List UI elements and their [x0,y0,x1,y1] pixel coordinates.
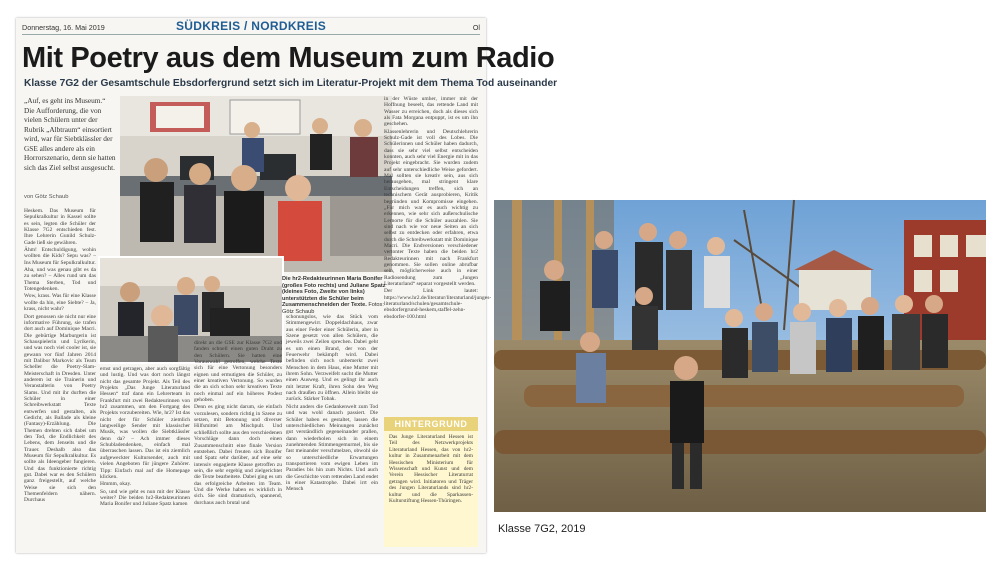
article-byline: von Götz Schaub [24,194,69,200]
paragraph: Wow, krass. Was für eine Klasse wollte da hin, eine Siebte? – Ja, krass, nicht wahr? [24,293,96,313]
article-headline: Mit Poetry aus dem Museum zum Radio [22,42,555,74]
article-subheadline: Klasse 7G2 der Gesamtschule Ebsdorfergrund setzt sich im Literatur-Projekt mit dem Thema Tod auseinander [24,78,558,89]
article-column-1 [24,208,96,548]
paragraph: direkt an die GSE zur Klasse 7G2 und fanden schnell einen guten Draht zu den Schülern. Sie hatten eine Vorauswahl getroffen, welche Texte sich für eine Vertonung besonders eignen und ermutigten die Schüler, zu einer kreativen Vertonung. So wurden die an sich schon sehr kreativen Texte noch einmal auf ein höheres Podest gehoben. [194,340,282,404]
article-lead: „Auf, es geht ins Museum.“ Die Aufforderung, die von vielen Schülern unter der Rubrik „Albtraum“ einsortiert wird, war für Siebtklässler der GSE alles andere als ein Horrorszenario, denn sie hatten sich das Ziel selbst ausgesucht. [24,96,116,172]
paragraph: Hmmm, okay. [100,481,132,488]
link-paragraph: Der Link lautet: https://www.hr2.de/literatur/literaturland/junges-literaturland/schulen/gesamtschule-ebsdorfergrund-heskem,staffel-zehn-ebsdorfer-100.html [384,288,492,320]
paragraph: Ähm! Entschuldigung, wohin wollten die Kids? Sepu was? – Ins Museum für Sepulkralkultur. [24,247,96,266]
article-column-2 [100,366,190,548]
photo-caption [282,276,390,316]
background-info-box [384,417,478,547]
page-marker: Ol [472,23,480,32]
class-group-photo [494,200,986,512]
article-column-3 [194,340,282,548]
running-header [22,20,480,35]
paragraph: Nicht anders die Gedankenwelt zum Tod und was wohl danach passiert. Die Schüler haben es gestaltet, lassen die unterschiedlichen Meinungen zunächst gut verständlich gegeneinander prallen, dann wiederholen sich in einem zunehmenden Stimmengemurmel, bis sie fast meinander verschmelzen, obwohl sie so unterschiedliche Erwartungen transportieren vom ewigen Leben im Paradies bis hin zum Nichts. Und auch die Geschichte vom rettenden Land endet in einer Katastrophe. Dabei irrt ein Mensch [286,403,378,493]
group-photo-caption: Klasse 7G2, 2019 [498,523,586,535]
photo-credit: Fotos: Götz Schaub [282,302,384,315]
section-title: SÜDKREIS / NORDKREIS [175,19,327,33]
paragraph: ernst und getragen, aber auch sorgfältig und lustig. Und was dort noch längst nicht das gesamte Projekt. Als Teil des Projekts „Das Junge Literaturland Hessen“ traf dann ein Lehrerteam in Frankfurt mit zwei Redakteurinnen von hr2 zusammen, um den Fortgang des Projekts vorzubereiten. Wie, hr2? Ist das nicht der für Schüler ziemlich langweilige Sender mit klassischer Musik, was wollen die Siebtklässler denn da? – Ach immer dieses Schubladendenken, einfach mal überraschen lassen. Das ist ein ziemlich aufgeweckter Kultursender, auch mit vielen Angeboten für jüngere Zuhörer. Tipp: Einfach mal auf die Homepage klicken. [100,366,190,480]
paragraph: in der Wüste umher, immer mit der Hoffnung beseelt, das rettende Land mit Wasser zu erreichen, doch als dieses sich als Fata Morgana entpuppt, ist es um ihn geschehen. [384,96,478,128]
article-column-4 [286,314,378,548]
background-info-title: HINTERGRUND [384,417,478,431]
paragraph: So, und wie geht es nun mit der Klasse weiter? Die beiden hr2-Redakteurinnen Maria Bonifer und Juliane Spatz kamen [100,488,190,508]
paragraph: Dort genossen sie nicht nur eine informative Führung, sie trafen dort auch auf Dominique Macri. Die gebürtige Marburgerin ist Schauspielerin und Lyrikerin, und was noch viel cooler ist, sie gewann vor fünf Jahren 2014 mit Dalibor Markovic als Team Scheller die Poetry-Slam-Meisterschaft in Dresden. Unter anderem ist sie Trainerin und Veranstalterin von Poetry Slams. Und mit ihr durften die Schüler in einer Schreibwerkstatt Texte entwerfen und gestalten, als Gedicht, als Ballade als kleine (Fantasy)-Erzählung. Die Themen drehten sich dabei um den Tod, die Endlichkeit des Lebens, dem Jenseits und die Trauer. Deshalb also das Museum für Sepulkralkultur. Es sollte als Ideengeber fungieren. Und das funktionierte richtig gut. Dabei war es den Schülern ganz freigestellt, auf welche Weise sie sich den Themenfeldern nähern. Durchaus [24,313,96,504]
paragraph: Heskem. Das Museum für Sepulkralkultur in Kassel sollte es sein, legten die Schüler der Klasse 7G2 entschieden fest. Ihre Lehrerin Gunild Schulz-Gade ließ sie gewähren. [24,208,96,246]
classroom-photo-large [120,96,392,272]
paragraph: schonungslos, wie das Stück vom Stimmengewirr. Doppeldachhaus, zwar aus einer Feder einer Schülerin, aber in Szene gesetzt von allen Schülern, die jeweils zwei Zeilen sprechen. Dabei geht es um einen Brand, der von der Feuerwehr bekämpft wird. Dabei befinden sich noch unbemerkt zwei Menschen in dem Haus, eine Mutter mit ihrem Sohn. Verzweifelt sucht die Mutter einen Ausweg. Und es gelingt ihr auch mit letzter Kraft, ihren Sohn den Weg nach draußen zu öffnen. Allein bleibt sie zurück. Stärker Tobak. [286,314,378,403]
paragraph: Denn es ging nicht darum, sie einfach vorzulesen, sondern richtig in Szene zu setzen, mit Betonung und diverser Hilfsmittel am Mischpult. Und schließlich sollte aus den verschiedenen Vorschläge dann doch einen Zusammenschnitt eine finale Version entstehen. Dabei freuten sich Bonifer und Spatz sehr darüber, auf eine sehr intensiv engagierte Klasse getroffen zu sein, die sehr ergebig und zielgerichtet die Texte bearbeitete. Dabei ging es um das erfolgreiche Arbeiten im Team. Und die Werke haben es wirklich in sich. Sie sind dramatisch, spannend, durchaus auch brutal und [194,404,282,506]
issue-date: Donnerstag, 16. Mai 2019 [22,23,105,32]
background-info-text: Das Junge Literaturland Hessen ist Teil des Netzwerkprojekts Literaturland Hessen, das von hr2-kultur in Zusammenarbeit mit dem Hessischen Ministerium für Wissenschaft und Kunst und dem Verein Hessischer Literaturrat getragen wird. Initiatoren und Träger des Jungen Literaturlands sind hr2-kultur und die Sparkassen-Kulturstiftung Hessen-Thüringen. [389,434,473,505]
paragraph: Klassenlehrerin und Deutschlehrerin Schulz-Gade ist voll des Lobes. Die Schülerinnen und Schüler haben dadurch, dass sie sehr viel selbst entscheiden konnten, auch sehr viel Energie mit in das Projekt eingebracht. Sie wurden zudem auf sehr unterschiedliche Weise gefordert. Mal sollten sie kreativ sein, aus sich herausgehen, mal stringent klare Entscheidungen treffen, sich an technischem Gerät ausprobieren, Kritik begründen und Kompromisse eingehen. „Für mich war es auch wichtig zu erkennen, wie sehr sich außerschulische Lernorte für die Schüler auszahlen. Sie sind nach wie vor neue Seiten an sich selbst zu entdecken oder erfahren, etwa durch die Schreibwerkstatt mit Dominique Macri. Die Endversionen verschiedener vertonter Texte haben die beiden hr2 Redakteurinnen mit nach Frankfurt genommen. Sie sollen online abrufbar sein, möglicherweise auch in einer Radiosendung zum „Jungen Literaturland“ separat vorgestellt werden. [384,128,478,287]
paragraph: Aha, und was genau gibt es da zu sehen? – Alles rund um das Thema Sterben, Tod und Totengedenken. [24,267,96,293]
photo-caption-text: Die hr2-Redakteurinnen Maria Bonifer (großes Foto rechts) und Juliane Spatz (kleines Foto, Zweite von links) unterstützten die Schüler beim Zusammenschneiden der Texte. [282,276,386,309]
article-column-5 [384,96,492,412]
